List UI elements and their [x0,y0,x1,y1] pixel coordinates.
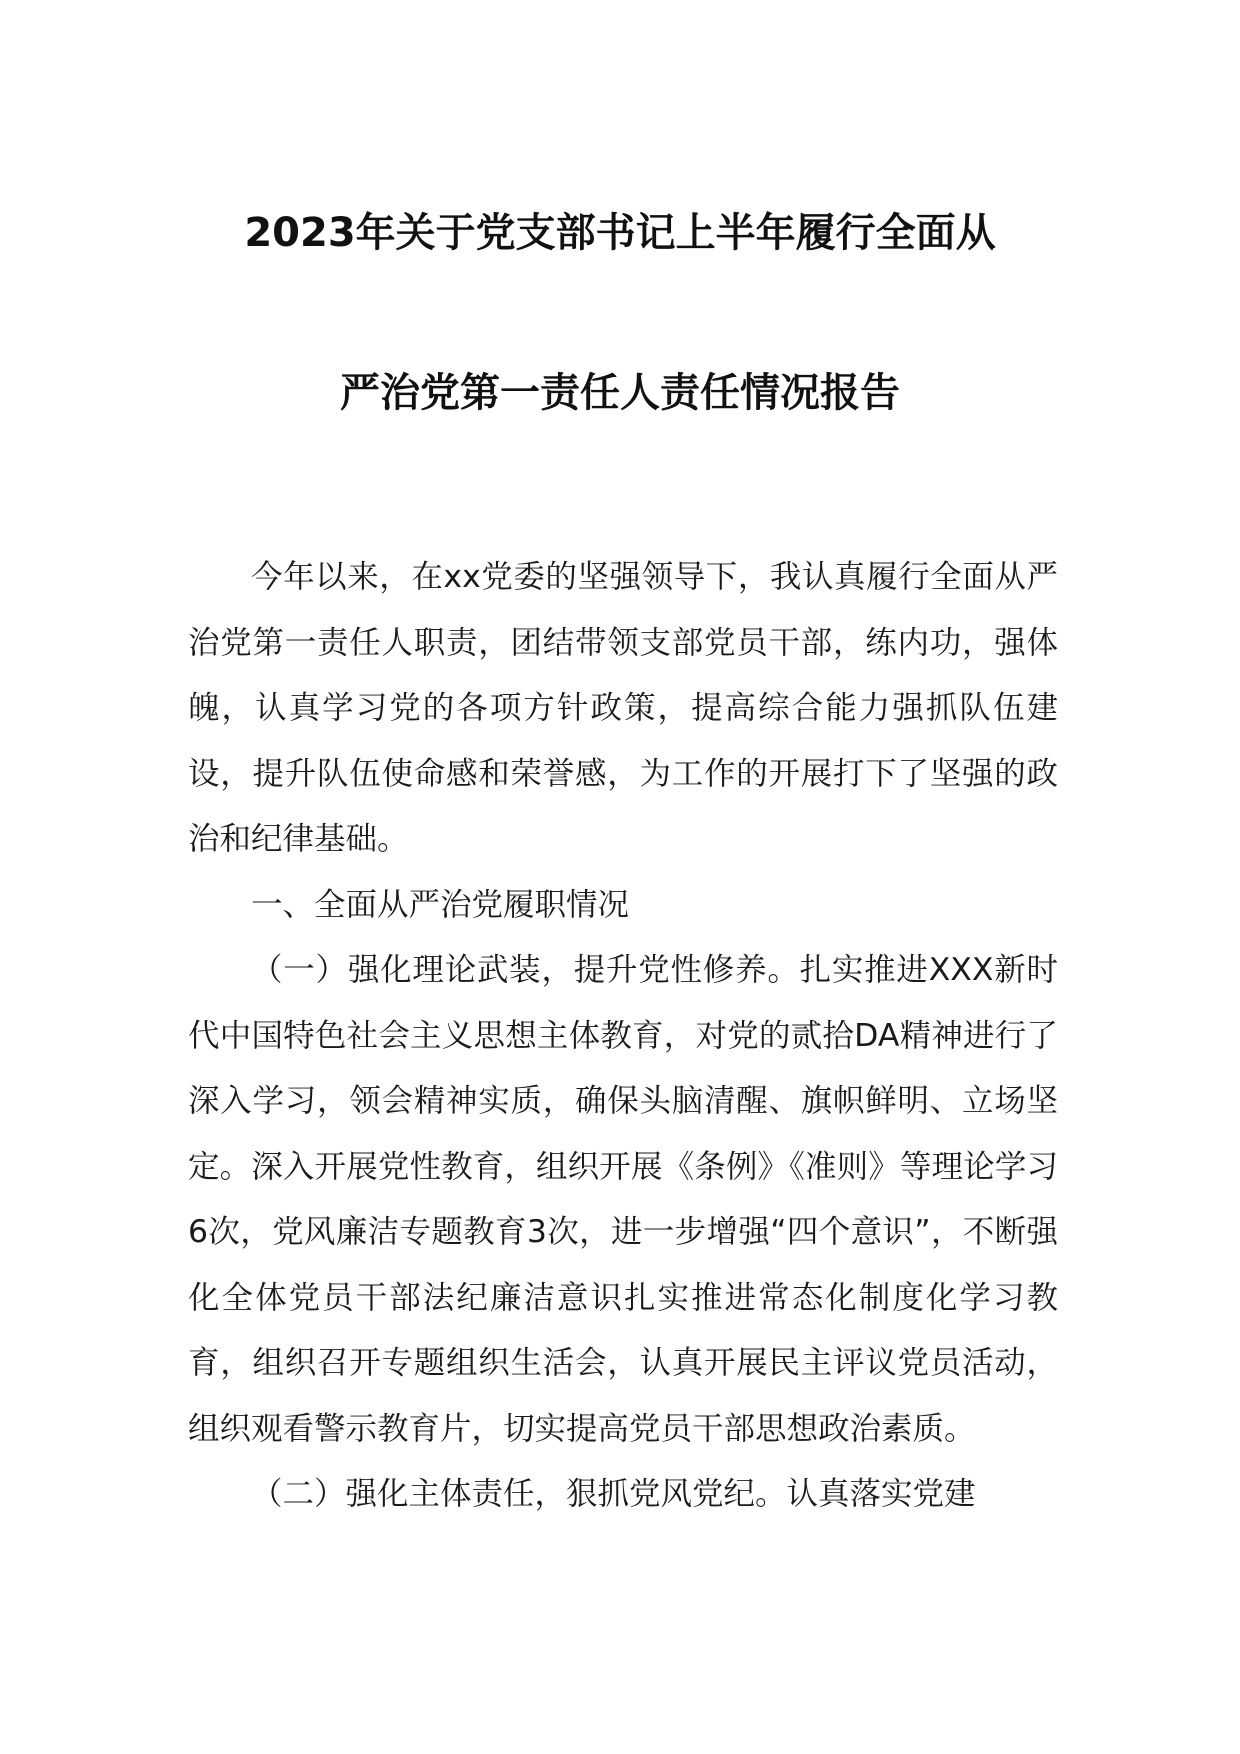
document-title-line-2: 严治党第一责任人责任情况报告 [340,370,900,416]
paragraph-subsection-2: （二）强化主体责任，狠抓党风党纪。认真落实党建 [251,1476,976,1512]
paragraph-subsection-1: （一）强化理论武装，提升党性修养。扎实推进XXX新时代中国特色社会主义思想主体教育，对党的贰拾DA精神进行了深入学习，领会精神实质，确保头脑清醒、旗帜鲜明、立场坚定。深入开展党性教育，组织开展《条例》《准则》等理论学习6次，党风廉洁专题教育3次，进一步增强“四个意识”，不断强化全体党员干部法纪廉洁意识扎实推进常态化制度化学习教育，组织召开专题组织生活会，认真开展民主评议党员活动，组织观看警示教育片，切实提高党员干部思想政治素质。 [188,952,1058,1447]
section-heading-1: 一、全面从严治党履职情况 [251,886,630,923]
paragraph-intro: 今年以来，在xx党委的坚强领导下，我认真履行全面从严治党第一责任人职责，团结带领支部党员干部，练内功，强体魄，认真学习党的各项方针政策，提高综合能力强抓队伍建设，提升队伍使命感和荣誉感，为工作的开展打下了坚强的政治和纪律基础。 [188,559,1058,857]
document-body [188,545,1058,1528]
document-title-line-1: 2023年关于党支部书记上半年履行全面从 [244,210,996,256]
